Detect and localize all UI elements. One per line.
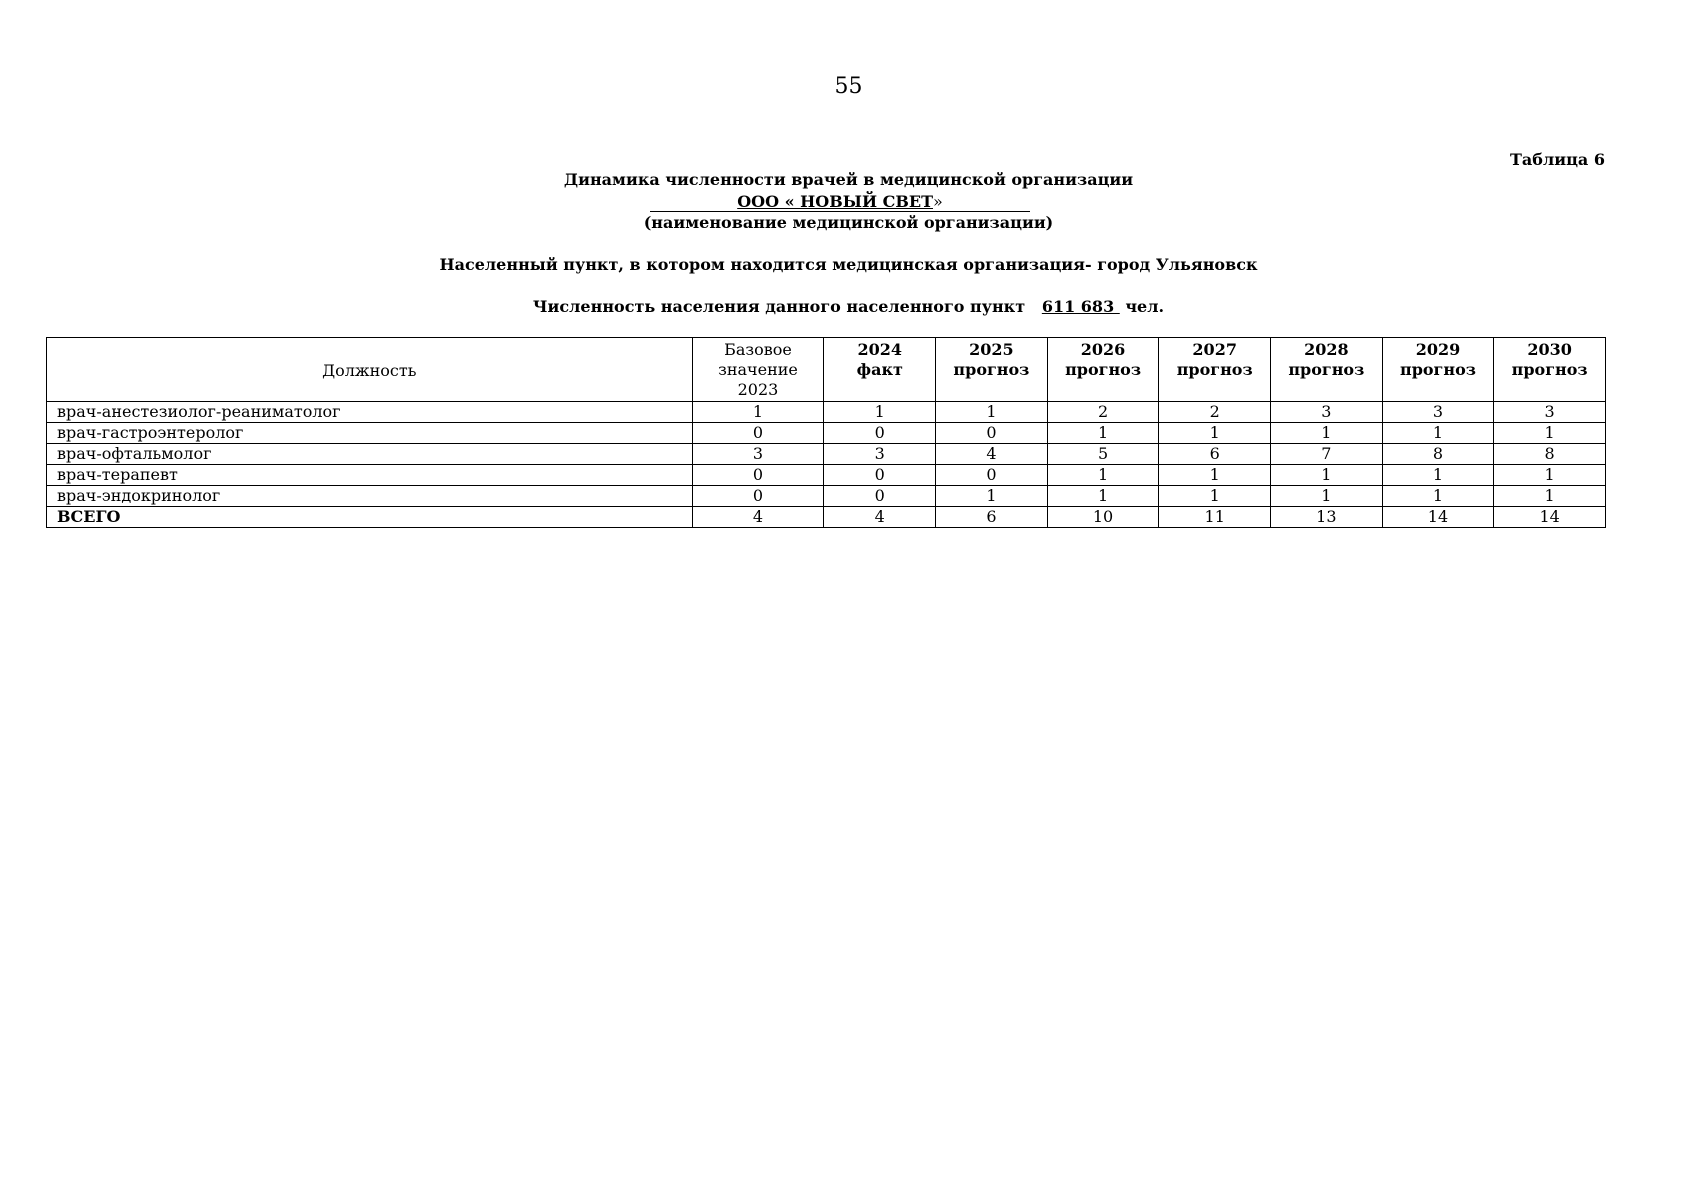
population-unit: чел. xyxy=(1119,297,1165,316)
cell-2027: 1 xyxy=(1159,465,1271,486)
cell-2029: 1 xyxy=(1382,486,1494,507)
cell-2028: 1 xyxy=(1271,423,1383,444)
organization-name: ООО « НОВЫЙ СВЕТ xyxy=(737,192,933,211)
cell-2030: 14 xyxy=(1494,507,1606,528)
cell-2024: 0 xyxy=(824,423,936,444)
cell-2024: 4 xyxy=(824,507,936,528)
row-position: врач-гастроэнтеролог xyxy=(47,423,693,444)
cell-2025: 4 xyxy=(936,444,1048,465)
cell-2026: 10 xyxy=(1047,507,1159,528)
cell-2030: 1 xyxy=(1494,465,1606,486)
cell-base-2023: 1 xyxy=(692,402,824,423)
header-2029 xyxy=(1382,338,1494,402)
cell-2030: 1 xyxy=(1494,423,1606,444)
cell-2028: 1 xyxy=(1271,465,1383,486)
row-position-total: ВСЕГО xyxy=(47,507,693,528)
cell-2027: 11 xyxy=(1159,507,1271,528)
population-value: 611 683 xyxy=(1041,297,1120,316)
cell-base-2023: 4 xyxy=(692,507,824,528)
cell-2025: 0 xyxy=(936,465,1048,486)
cell-2030: 1 xyxy=(1494,486,1606,507)
settlement-line: Населенный пункт, в котором находится медицинская организация- город Ульяновск xyxy=(439,255,1258,274)
header-2026-year: 2026 xyxy=(1080,340,1126,359)
cell-2028: 3 xyxy=(1271,402,1383,423)
cell-2025: 1 xyxy=(936,402,1048,423)
cell-2027: 6 xyxy=(1159,444,1271,465)
header-2028 xyxy=(1271,338,1383,402)
cell-2028: 13 xyxy=(1271,507,1383,528)
cell-2027: 2 xyxy=(1159,402,1271,423)
table-header-row xyxy=(47,338,1606,402)
header-2030-year: 2030 xyxy=(1527,340,1572,359)
cell-2028: 7 xyxy=(1271,444,1383,465)
cell-base-2023: 0 xyxy=(692,423,824,444)
header-2024 xyxy=(824,338,936,402)
population-line xyxy=(0,297,1697,316)
cell-2029: 1 xyxy=(1382,465,1494,486)
cell-2026: 2 xyxy=(1047,402,1159,423)
header-2024-year: 2024 xyxy=(857,340,903,359)
cell-2028: 1 xyxy=(1271,486,1383,507)
row-position: врач-терапевт xyxy=(47,465,693,486)
header-2026 xyxy=(1047,338,1159,402)
table-row xyxy=(47,465,1606,486)
cell-2029: 14 xyxy=(1382,507,1494,528)
header-2027-sub: прогноз xyxy=(1176,360,1253,379)
population-label: Численность населения данного населенного пункт xyxy=(532,297,1042,316)
table-number: Таблица 6 xyxy=(1510,150,1605,169)
cell-2024: 0 xyxy=(824,486,936,507)
cell-2030: 3 xyxy=(1494,402,1606,423)
cell-2026: 1 xyxy=(1047,486,1159,507)
cell-2024: 0 xyxy=(824,465,936,486)
cell-2026: 5 xyxy=(1047,444,1159,465)
table-row xyxy=(47,423,1606,444)
table-row xyxy=(47,486,1606,507)
table-row xyxy=(47,444,1606,465)
organization-name-close-quote: » xyxy=(933,192,943,211)
cell-base-2023: 0 xyxy=(692,486,824,507)
header-base-line2: значение xyxy=(718,360,798,379)
cell-2024: 1 xyxy=(824,402,936,423)
header-2025-year: 2025 xyxy=(969,340,1014,359)
cell-2029: 8 xyxy=(1382,444,1494,465)
cell-2027: 1 xyxy=(1159,423,1271,444)
header-position: Должность xyxy=(47,338,693,402)
header-base-2023 xyxy=(692,338,824,402)
header-2029-sub: прогноз xyxy=(1399,360,1476,379)
cell-2029: 3 xyxy=(1382,402,1494,423)
cell-2026: 1 xyxy=(1047,423,1159,444)
row-position: врач-эндокринолог xyxy=(47,486,693,507)
header-2027 xyxy=(1159,338,1271,402)
header-2029-year: 2029 xyxy=(1415,340,1461,359)
header-2030 xyxy=(1494,338,1606,402)
table-total-row xyxy=(47,507,1606,528)
cell-2029: 1 xyxy=(1382,423,1494,444)
header-2028-sub: прогноз xyxy=(1288,360,1365,379)
cell-2030: 8 xyxy=(1494,444,1606,465)
cell-2025: 6 xyxy=(936,507,1048,528)
header-2026-sub: прогноз xyxy=(1065,360,1142,379)
header-2025-sub: прогноз xyxy=(953,360,1030,379)
cell-2025: 0 xyxy=(936,423,1048,444)
cell-2025: 1 xyxy=(936,486,1048,507)
row-position: врач-анестезиолог-реаниматолог xyxy=(47,402,693,423)
document-title: Динамика численности врачей в медицинской организации xyxy=(563,170,1134,189)
header-2028-year: 2028 xyxy=(1304,340,1349,359)
header-2025 xyxy=(936,338,1048,402)
organization-line xyxy=(650,192,1030,212)
organization-caption: (наименование медицинской организации) xyxy=(643,213,1054,232)
table-row xyxy=(47,402,1606,423)
staff-dynamics-table xyxy=(46,337,1606,528)
cell-2024: 3 xyxy=(824,444,936,465)
header-2030-sub: прогноз xyxy=(1511,360,1588,379)
row-position: врач-офтальмолог xyxy=(47,444,693,465)
header-base-line1: Базовое xyxy=(724,340,792,359)
cell-base-2023: 3 xyxy=(692,444,824,465)
header-base-line3: 2023 xyxy=(737,380,779,399)
cell-2026: 1 xyxy=(1047,465,1159,486)
header-2024-sub: факт xyxy=(856,360,903,379)
cell-base-2023: 0 xyxy=(692,465,824,486)
header-2027-year: 2027 xyxy=(1192,340,1237,359)
page-number: 55 xyxy=(834,74,863,99)
cell-2027: 1 xyxy=(1159,486,1271,507)
